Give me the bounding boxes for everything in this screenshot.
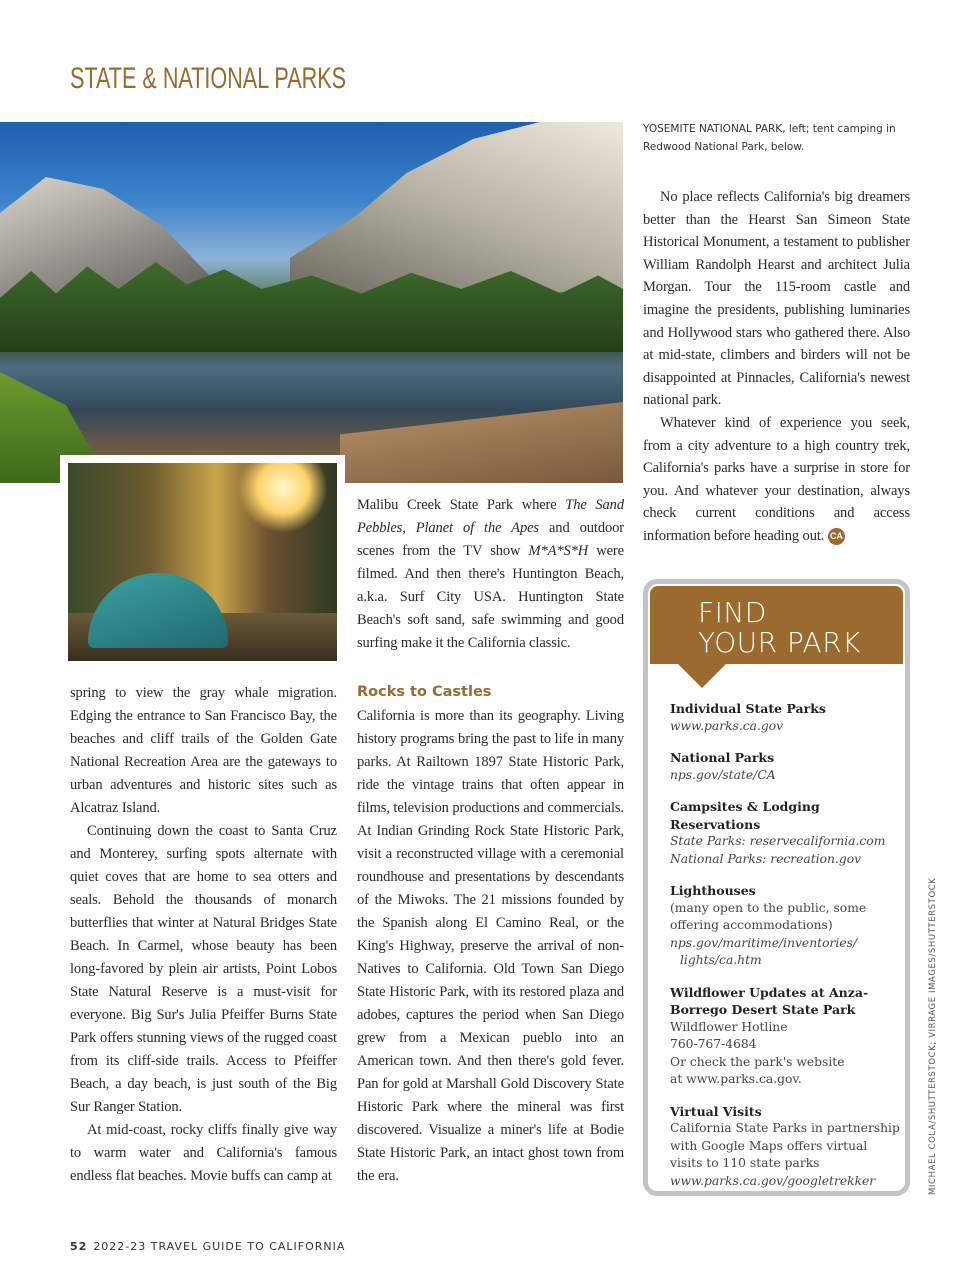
right-column: [643, 186, 910, 548]
paragraph: At mid-coast, rocky cliffs finally give way to warm water and California's famous endless flat beaches. Movie buffs can camp at: [70, 1122, 337, 1184]
middle-column: [357, 494, 624, 655]
yosemite-photo: [0, 122, 623, 483]
entry-link[interactable]: State Parks: reservecalifornia.com: [670, 834, 886, 848]
entry-text: at www.parks.ca.gov.: [670, 1072, 802, 1086]
entry-text: California State Parks in partnership with Google Maps offers virtual visits to 110 state parks: [670, 1121, 900, 1170]
paragraph: No place reflects California's big dreamers better than the Hearst San Simeon State Historical Monument, a testament to publisher William Randolph Hearst and architect Julia Morgan. Tour the 115-room castle and imagine the presidents, publishing luminaries and Hollywood stars who gathered there. Also at mid-state, climbers and birders will not be disappointed at Pinnacles, California's newest national park.: [643, 189, 910, 409]
entry-link[interactable]: nps.gov/state/CA: [670, 767, 776, 782]
sidebar-entry: [670, 798, 900, 868]
sidebar-entry: [670, 1103, 900, 1191]
entry-heading: Lighthouses: [670, 883, 756, 898]
photo-credit: MICHAEL COLA/SHUTTERSTOCK; VIRRAGE IMAGES/SHUTTERSTOCK: [928, 877, 938, 1195]
section-title: STATE & NATIONAL PARKS: [70, 62, 347, 95]
entry-link[interactable]: www.parks.ca.gov/googletrekker: [670, 1173, 876, 1188]
entry-heading: Individual State Parks: [670, 701, 826, 716]
sidebar-entry: [670, 984, 900, 1089]
box-title: FIND YOUR PARK: [698, 596, 862, 659]
left-column: [70, 682, 337, 1188]
entry-link[interactable]: www.parks.ca.gov: [670, 718, 784, 733]
page-number: 52: [70, 1240, 88, 1253]
entry-text: Wildflower Hotline: [670, 1019, 788, 1034]
sidebar-entry: [670, 749, 900, 784]
subheading: Rocks to Castles: [357, 684, 492, 700]
entry-text: 760-767-4684: [670, 1037, 757, 1051]
tent-camping-photo: [68, 463, 337, 661]
entry-text: (many open to the public, some offering accommodations): [670, 900, 867, 932]
page-footer: [70, 1240, 345, 1253]
entry-link[interactable]: nps.gov/maritime/inventories/: [670, 935, 858, 950]
entry-heading: Virtual Visits: [670, 1103, 762, 1119]
pointer-arrow-icon: [678, 664, 726, 688]
paragraph: California is more than its geography. Living history programs bring the past to life in many parks. At Railtown 1897 State Historic Park, ride the vintage trains that often appear in films, television productions and commercials. At Indian Grinding Rock State Historic Park, visit a reconstructed village with a ceremonial roundhouse and presentations by descendants of the Miwoks. The 21 missions founded by the Spanish along El Camino Real, or the King's Highway, preserve the arrival of non-Natives to California. Old Town San Diego State Historic Park, with its restored plaza and adobes, captures the period when San Diego grew from a Mexican pueblo into an American town. And then there's gold fever. Pan for gold at Marshall Gold Discovery State Historic Park where the mineral was first discovered. Visualize a miner's life at Bodie State Historic Park, an intact ghost town from the era.: [357, 707, 624, 1184]
photo-caption: YOSEMITE NATIONAL PARK, left; tent camping in Redwood National Park, below.: [643, 123, 896, 153]
entry-heading: National Parks: [670, 750, 775, 765]
ca-end-mark-icon: CA: [828, 528, 845, 545]
paragraph: Continuing down the coast to Santa Cruz and Monterey, surfing spots alternate with quiet coves that are home to sea otters and seals. Behold the thousands of monarch butterflies that winter at Natural Bridges State Beach. In Carmel, whose beauty has been long-favored by plein air artists, Point Lobos State Natural Reserve is a must-visit for everyone. Big Sur's Julia Pfeiffer Burns State Park offers stunning views of the rugged coast from its cliff-side trails. Access to Pfeiffer Beach, a day beach, is just south of the Big Sur Ranger Station.: [70, 823, 337, 1115]
box-header: [650, 586, 903, 664]
find-your-park-box: [643, 579, 910, 1196]
sidebar-entry: [670, 700, 900, 735]
sidebar-entry: [670, 882, 900, 970]
publication-name: 2022-23 TRAVEL GUIDE TO CALIFORNIA: [93, 1240, 346, 1253]
entry-link[interactable]: National Parks: recreation.gov: [670, 851, 862, 866]
entry-link[interactable]: lights/ca.htm: [680, 953, 762, 967]
middle-column-lower: [357, 681, 624, 1188]
paragraph: spring to view the gray whale migration. Edging the entrance to San Francisco Bay, the beaches and cliff trails of the Golden Gate National Recreation Area are the gateways to urban adventures and historic sites such as Alcatraz Island.: [70, 685, 337, 816]
entry-heading: Wildflower Updates at Anza-Borrego Desert State Park: [670, 984, 869, 1017]
box-entries: [670, 700, 900, 1204]
paragraph: Whatever kind of experience you seek, from a city adventure to a high country trek, California's parks have a surprise in store for you. And whatever your destination, always check current conditions and access information before heading out. CA: [643, 414, 910, 544]
entry-text: Or check the park's website: [670, 1054, 845, 1069]
paragraph: Malibu Creek State Park where The Sand Pebbles, Planet of the Apes and outdoor scenes from the TV show M*A*S*H were filmed. And then there's Huntington Beach, a.k.a. Surf City USA. Huntington State Beach's soft sand, safe swimming and good surfing make it the California classic.: [357, 497, 624, 651]
entry-heading: Campsites & Lodging Reservations: [670, 799, 820, 832]
